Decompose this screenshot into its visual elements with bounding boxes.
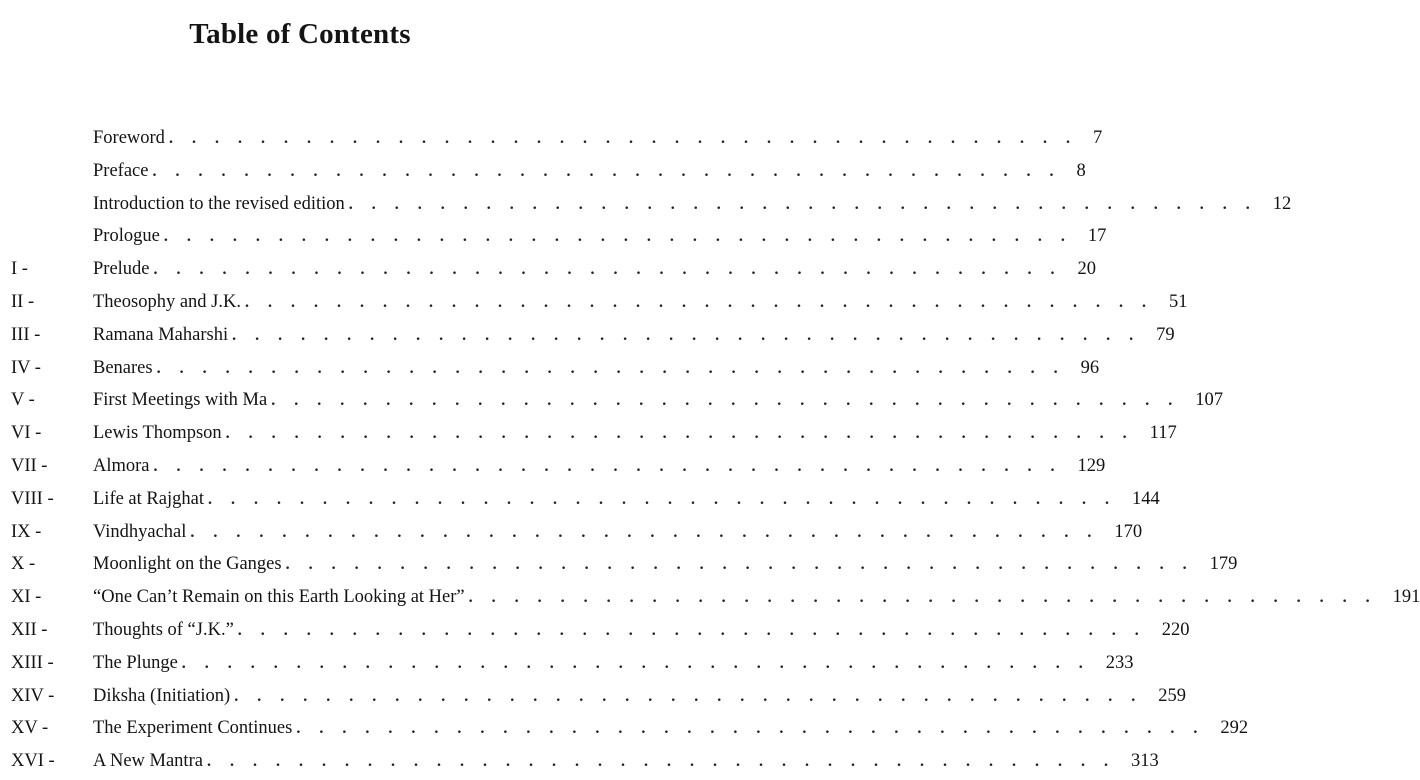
toc-entry (0, 614, 1190, 647)
page-number: 12 (1272, 193, 1292, 214)
toc-entry (0, 220, 1107, 253)
page-number: 144 (1131, 488, 1160, 509)
dot-leader: ........................................ (234, 687, 1155, 705)
chapter-title: The Plunge (93, 652, 178, 673)
toc-entry (0, 581, 1420, 614)
dot-leader: ........................................ (156, 359, 1077, 377)
toc-entry-line (93, 548, 1238, 582)
toc-entry-line (93, 745, 1159, 779)
toc-entry (0, 155, 1086, 188)
page-number: 313 (1130, 751, 1159, 772)
toc-entry (0, 483, 1160, 516)
chapter-number: I - (11, 259, 28, 280)
page-number: 7 (1092, 128, 1103, 148)
toc-entry (0, 352, 1100, 385)
toc-entry-line (93, 516, 1143, 550)
toc-entry (0, 647, 1134, 680)
dot-leader: ........................................ (190, 523, 1111, 541)
chapter-number: VII - (11, 455, 48, 476)
chapter-title: Diksha (Initiation) (93, 685, 231, 706)
page-number: 292 (1220, 718, 1249, 739)
chapter-title: The Experiment Continues (93, 718, 293, 739)
chapter-number: XII - (11, 619, 48, 640)
chapter-title: Almora (93, 455, 150, 476)
toc-entry (0, 745, 1159, 778)
page-number: 233 (1105, 652, 1134, 673)
chapter-number: XIV - (11, 685, 55, 706)
chapter-title: Thoughts of “J.K.” (93, 619, 234, 640)
toc-entry (0, 450, 1106, 483)
page-number: 79 (1156, 324, 1175, 345)
page-number: 117 (1149, 423, 1177, 444)
toc-entry (0, 253, 1097, 286)
dot-leader: ........................................ (207, 490, 1128, 508)
toc-entry-line (93, 450, 1106, 484)
toc-entry-line (93, 417, 1177, 451)
toc-entry-line (93, 220, 1107, 254)
chapter-number: VI - (11, 423, 42, 444)
table-of-contents (0, 122, 1420, 778)
toc-entry-line (93, 122, 1103, 156)
dot-leader: ........................................ (285, 556, 1206, 574)
chapter-number: IV - (11, 357, 41, 378)
dot-leader: ........................................ (244, 293, 1165, 311)
toc-entry (0, 680, 1186, 713)
page-number: 96 (1080, 357, 1100, 378)
dot-leader: ........................................ (163, 228, 1084, 246)
chapter-title: Benares (93, 357, 153, 378)
dot-leader: ........................................ (168, 130, 1089, 147)
dot-leader: ........................................ (237, 621, 1158, 639)
toc-entry-line (93, 286, 1188, 320)
chapter-title: A New Mantra (93, 751, 203, 772)
toc-entry (0, 286, 1188, 319)
toc-entry-line (93, 712, 1249, 746)
toc-entry-line (93, 188, 1292, 222)
chapter-title: Life at Rajghat (93, 488, 204, 509)
page-number: 220 (1161, 619, 1190, 640)
chapter-title: First Meetings with Ma (93, 390, 268, 411)
toc-entry (0, 548, 1238, 581)
toc-entry-line (93, 155, 1086, 189)
chapter-number: XV - (11, 718, 49, 739)
page-number: 191 (1392, 587, 1420, 608)
chapter-title: Foreword (93, 128, 165, 148)
toc-entry-line (93, 253, 1097, 287)
chapter-title: Preface (93, 160, 149, 181)
toc-entry-line (93, 581, 1420, 615)
dot-leader: ........................................ (152, 162, 1073, 180)
chapter-title: Moonlight on the Ganges (93, 554, 282, 575)
page-number: 179 (1209, 554, 1238, 575)
dot-leader: ........................................ (153, 457, 1074, 475)
dot-leader: ........................................ (181, 654, 1102, 672)
chapter-title: Prelude (93, 259, 150, 280)
page-number: 20 (1077, 259, 1097, 280)
toc-entry-line (93, 483, 1160, 517)
chapter-number: XIII - (11, 652, 54, 673)
page-title: Table of Contents (189, 18, 411, 50)
toc-entry (0, 384, 1223, 417)
chapter-number: V - (11, 390, 35, 411)
page-number: 259 (1158, 685, 1186, 706)
dot-leader: ........................................ (232, 326, 1153, 344)
chapter-number: IX - (11, 521, 42, 542)
page-number: 170 (1114, 521, 1143, 542)
toc-entry (0, 319, 1175, 352)
toc-entry-line (93, 647, 1134, 681)
chapter-title: Lewis Thompson (93, 423, 222, 444)
toc-entry-line (93, 614, 1190, 648)
toc-entry (0, 516, 1143, 549)
toc-entry (0, 188, 1292, 221)
page-number: 17 (1087, 226, 1107, 247)
chapter-title: Prologue (93, 226, 160, 247)
chapter-title: Theosophy and J.K. (93, 291, 241, 312)
toc-entry-line (93, 384, 1223, 418)
chapter-title: Ramana Maharshi (93, 324, 229, 345)
chapter-number: II - (11, 291, 35, 312)
chapter-title: “One Can’t Remain on this Earth Looking at Her” (93, 587, 465, 608)
toc-entry-line (93, 319, 1175, 353)
dot-leader: ........................................ (153, 261, 1074, 279)
toc-entry-line (93, 680, 1186, 714)
chapter-number: III - (11, 324, 41, 345)
dot-leader: ........................................ (348, 195, 1269, 213)
chapter-number: X - (11, 554, 36, 575)
page-number: 107 (1195, 390, 1223, 411)
dot-leader: ........................................ (225, 425, 1146, 443)
chapter-number: VIII - (11, 488, 54, 509)
dot-leader: ........................................ (468, 589, 1389, 607)
page-number: 129 (1077, 455, 1106, 476)
chapter-number: XVI - (11, 751, 55, 772)
toc-entry (0, 417, 1177, 450)
chapter-title: Introduction to the revised edition (93, 193, 345, 214)
toc-entry (0, 712, 1249, 745)
toc-entry (0, 122, 1103, 155)
chapter-number: XI - (11, 587, 42, 608)
toc-entry-line (93, 352, 1100, 386)
page-number: 8 (1076, 160, 1086, 181)
dot-leader: ........................................ (206, 753, 1127, 771)
chapter-title: Vindhyachal (93, 521, 187, 542)
page-number: 51 (1168, 291, 1188, 312)
dot-leader: ........................................ (296, 720, 1217, 738)
dot-leader: ........................................ (271, 392, 1192, 410)
